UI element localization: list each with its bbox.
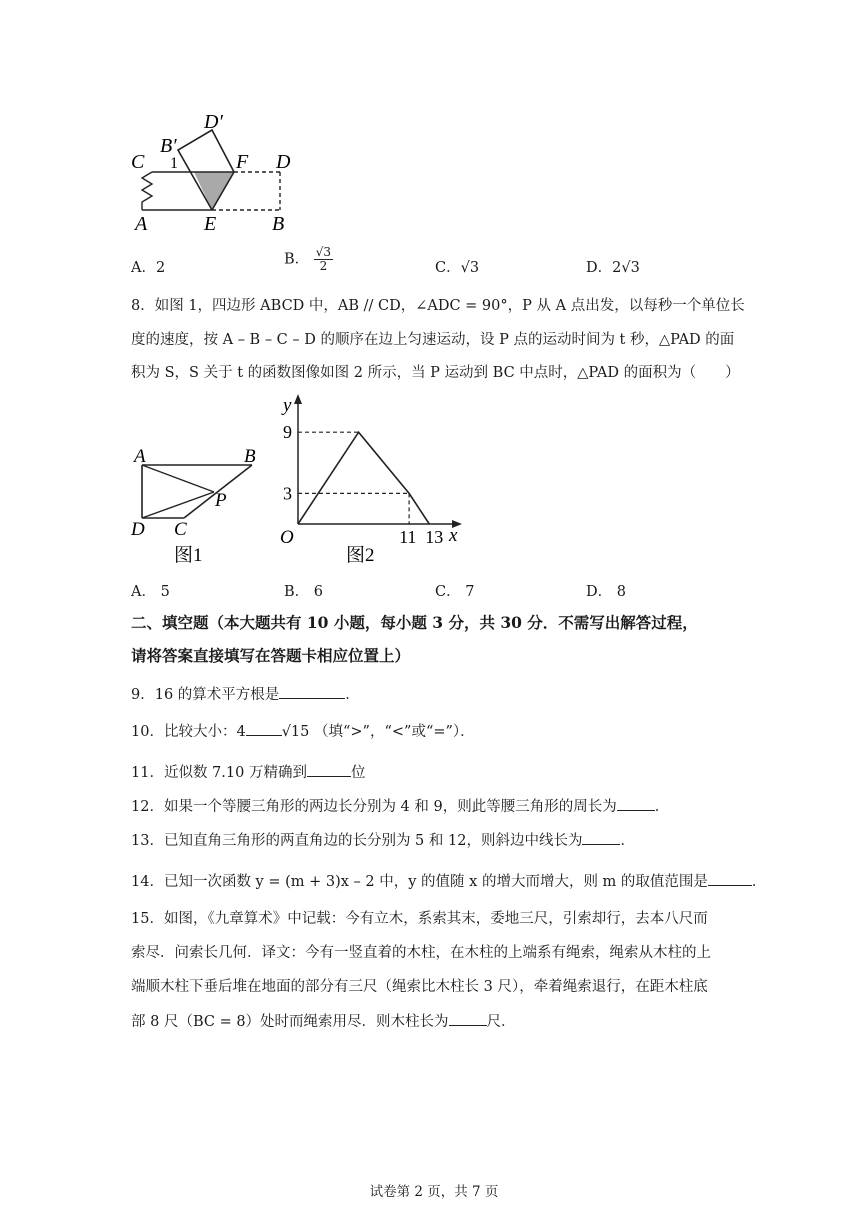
q7-option-a[interactable]: A．2 — [131, 260, 166, 276]
shaded-triangle — [194, 172, 234, 210]
label-E: E — [204, 213, 217, 235]
q8-option-d[interactable]: D． 8 — [586, 584, 626, 600]
origin-label: O — [280, 527, 294, 548]
section-2-heading-line-1: 二、填空题（本大题共有 10 小题，每小题 3 分，共 30 分．不需写出解答过程， — [131, 613, 698, 632]
segment-AP — [142, 465, 214, 492]
label-F: F — [236, 151, 249, 173]
q13-answer-blank[interactable] — [582, 830, 620, 845]
q12-answer-blank[interactable] — [617, 796, 655, 811]
page-footer: 试卷第 2 页，共 7 页 — [369, 1184, 499, 1200]
label-B: B — [272, 213, 285, 235]
q12: 12．如果一个等腰三角形的两边长分别为 4 和 9，则此等腰三角形的周长为 ． — [131, 796, 669, 817]
q15-answer-blank[interactable] — [449, 1011, 487, 1026]
q15-line-2: 索尽．问索长几何．译文：今有一竖直着的木柱，在木柱的上端系有绳索，绳索从木柱的上 — [131, 945, 711, 961]
q7-figure — [125, 108, 305, 238]
fraction: $\frac{√3}{2}$ — [315, 245, 332, 273]
q11-answer-blank[interactable] — [307, 762, 351, 777]
label-angle-1: 1 — [170, 155, 178, 172]
label-C: C — [174, 519, 187, 540]
figure-1-caption: 图1 — [174, 545, 203, 566]
q11: 11．近似数 7.10 万精确到 位 — [131, 762, 365, 783]
q15-line-3: 端顺木柱下垂后堆在地面的部分有三尺（绳索比木柱长 3 尺），牵着绳索退行，在距木柱底 — [131, 979, 708, 995]
q14-answer-blank[interactable] — [708, 871, 752, 886]
label-D: D — [131, 519, 145, 540]
q15-line-4: 部 8 尺（BC = 8）处时而绳索用尽．则木柱长为 尺． — [131, 1011, 516, 1032]
label-D: D — [276, 151, 291, 173]
y-axis-arrow — [294, 394, 302, 404]
break-zigzag — [142, 172, 152, 210]
q9-answer-blank[interactable] — [279, 684, 345, 699]
y-tick-9: 9 — [283, 422, 292, 443]
figure-2-caption: 图2 — [346, 545, 375, 566]
q10-answer-blank[interactable] — [246, 721, 282, 736]
y-tick-3: 3 — [283, 483, 292, 504]
q7-option-b[interactable]: B． $\frac{√3}{2}$ — [284, 245, 332, 273]
label-A: A — [134, 446, 146, 467]
label-B: B — [244, 446, 256, 467]
label-P: P — [215, 490, 227, 511]
q8-line-2: 度的速度，按 A – B – C – D 的顺序在边上匀速运动，设 P 点的运动时间为 t 秒，△PAD 的面 — [131, 332, 735, 348]
q14: 14．已知一次函数 y = (m + 3)x – 2 中，y 的值随 x 的增大而增大，则 m 的取值范围是 ． — [131, 871, 766, 892]
label-A: A — [135, 213, 148, 235]
q7-option-c[interactable]: C．√3 — [435, 260, 480, 276]
q10: 10．比较大小：4 √15 （填“>”，“<”或“=”）． — [131, 721, 475, 742]
label-B-prime: B′ — [160, 135, 177, 157]
q7-option-d[interactable]: D．2√3 — [586, 260, 640, 276]
axis-label-y: y — [283, 395, 292, 416]
axis-label-x: x — [449, 525, 458, 546]
q15-line-1: 15．如图，《九章算术》中记载：今有立木，系索其末，委地三尺，引索却行，去本八尺而 — [131, 911, 708, 927]
q8-line-1: 8．如图 1，四边形 ABCD 中，AB // CD，∠ADC = 90°，P 从 A 点出发，以每秒一个单位长 — [131, 298, 745, 314]
q8-option-b[interactable]: B． 6 — [284, 584, 323, 600]
folded-part — [178, 130, 234, 210]
q8-line-3: 积为 S，S 关于 t 的函数图像如图 2 所示，当 P 运动到 BC 中点时，△PAD 的面积为（ ） — [131, 365, 740, 381]
q13: 13．已知直角三角形的两直角边的长分别为 5 和 12，则斜边中线长为 ． — [131, 830, 635, 851]
q8-figure-2-chart — [270, 388, 470, 573]
q9: 9．16 的算术平方根是 ． — [131, 684, 360, 705]
label-C: C — [131, 151, 145, 173]
x-tick-13: 13 — [425, 527, 444, 547]
x-tick-11: 11 — [399, 527, 417, 547]
section-2-heading-line-2: 请将答案直接填写在答题卡相应位置上） — [131, 646, 411, 665]
q8-figure-1 — [125, 440, 275, 570]
segment-DP — [142, 492, 214, 518]
label-D-prime: D′ — [204, 111, 223, 133]
q8-option-c[interactable]: C． 7 — [435, 584, 475, 600]
q8-option-a[interactable]: A． 5 — [131, 584, 170, 600]
